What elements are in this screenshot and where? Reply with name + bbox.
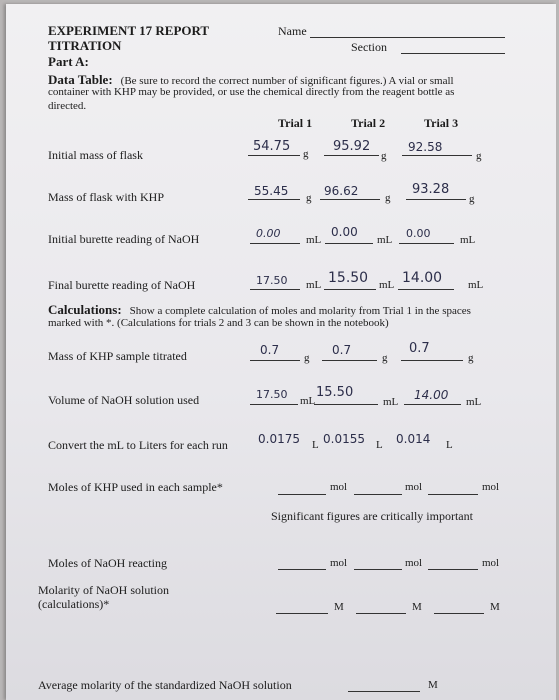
moles-naoh-trial-1-field[interactable] xyxy=(278,569,326,570)
name-label: Name xyxy=(278,24,307,38)
row-label-molarity: Molarity of NaOH solution xyxy=(38,583,169,597)
trial-2-header: Trial 2 xyxy=(351,116,386,130)
unit-ml: mL xyxy=(460,234,476,246)
molarity-trial-3-field[interactable] xyxy=(434,613,484,614)
experiment-title: EXPERIMENT 17 REPORT xyxy=(48,23,210,38)
row-label-final-burette: Final burette reading of NaOH xyxy=(48,278,196,292)
value-mass-khp-sample-trial-1[interactable]: 0.7 xyxy=(260,343,280,357)
unit-g: g xyxy=(304,352,310,364)
moles-khp-trial-3-field[interactable] xyxy=(428,494,478,495)
unit-l: L xyxy=(312,439,319,451)
value-initial-burette-trial-3[interactable]: 0.00 xyxy=(406,227,431,240)
moles-khp-trial-1-field[interactable] xyxy=(278,494,326,495)
unit-mol: mol xyxy=(482,481,500,493)
unit-g: g xyxy=(382,352,388,364)
unit-g: g xyxy=(306,192,312,204)
calculations-instruction-2: marked with *. (Calculations for trials 2 and 3 can be shown in the notebook) xyxy=(48,317,389,329)
report-sheet xyxy=(6,4,556,700)
unit-mol: mol xyxy=(330,481,348,493)
value-final-burette-trial-1[interactable]: 17.50 xyxy=(256,274,288,287)
molarity-trial-1-field[interactable] xyxy=(276,613,328,614)
row-label-mass-with-khp: Mass of flask with KHP xyxy=(48,190,164,204)
unit-ml: mL xyxy=(306,279,322,291)
unit-l: L xyxy=(446,439,453,451)
value-mass-khp-sample-trial-2[interactable]: 0.7 xyxy=(332,343,352,357)
value-volume-naoh-trial-2[interactable]: 15.50 xyxy=(316,385,354,400)
moles-naoh-trial-3-field[interactable] xyxy=(428,569,478,570)
data-table-instruction-1: (Be sure to record the correct number of significant figures.) A vial or small xyxy=(120,75,454,87)
value-initial-burette-trial-2[interactable]: 0.00 xyxy=(331,225,358,239)
sig-fig-note: Significant figures are critically important xyxy=(271,509,473,523)
value-mass-with-khp-trial-2[interactable]: 96.62 xyxy=(324,184,359,198)
unit-m: M xyxy=(428,679,438,691)
unit-g: g xyxy=(381,150,387,162)
value-volume-naoh-trial-3[interactable]: 14.00 xyxy=(414,388,449,402)
data-table-instruction-2: container with KHP may be provided, or use the chemical directly from the reagent bottle as xyxy=(48,86,455,98)
calculations-instruction-1: Show a complete calculation of moles and molarity from Trial 1 in the spaces xyxy=(129,305,471,317)
calculations-heading: Calculations: xyxy=(48,302,122,317)
unit-mol: mol xyxy=(405,557,423,569)
value-final-burette-trial-2[interactable]: 15.50 xyxy=(328,270,369,286)
row-label-moles-naoh: Moles of NaOH reacting xyxy=(48,556,167,570)
data-table-instruction-3: directed. xyxy=(48,100,87,112)
section-field[interactable] xyxy=(401,53,505,54)
unit-ml: mL xyxy=(300,395,316,407)
unit-m: M xyxy=(490,601,500,613)
unit-mol: mol xyxy=(482,557,500,569)
trial-1-header: Trial 1 xyxy=(278,116,313,130)
unit-g: g xyxy=(385,192,391,204)
value-volume-naoh-trial-1[interactable]: 17.50 xyxy=(256,388,288,401)
value-liters-trial-3[interactable]: 0.014 xyxy=(396,432,431,446)
average-molarity-field[interactable] xyxy=(348,691,420,692)
row-label-molarity-2: (calculations)* xyxy=(38,597,110,611)
section-label: Section xyxy=(351,40,387,54)
row-label-initial-burette: Initial burette reading of NaOH xyxy=(48,232,200,246)
value-initial-mass-trial-2[interactable]: 95.92 xyxy=(333,139,371,154)
unit-ml: mL xyxy=(379,279,395,291)
unit-g: g xyxy=(468,352,474,364)
value-mass-with-khp-trial-3[interactable]: 93.28 xyxy=(412,182,450,197)
row-label-mass-khp-sample: Mass of KHP sample titrated xyxy=(48,349,187,363)
unit-l: L xyxy=(376,439,383,451)
value-mass-khp-sample-trial-3[interactable]: 0.7 xyxy=(409,341,430,356)
row-label-volume-naoh: Volume of NaOH solution used xyxy=(48,393,200,407)
row-label-moles-khp: Moles of KHP used in each sample* xyxy=(48,480,223,494)
unit-mol: mol xyxy=(330,557,348,569)
value-liters-trial-2[interactable]: 0.0155 xyxy=(323,432,365,446)
unit-ml: mL xyxy=(377,234,393,246)
row-label-initial-mass: Initial mass of flask xyxy=(48,148,143,162)
unit-g: g xyxy=(469,193,475,205)
value-initial-burette-trial-1[interactable]: 0.00 xyxy=(256,227,281,240)
name-field[interactable] xyxy=(310,37,505,38)
titration-title: TITRATION xyxy=(48,38,122,53)
unit-m: M xyxy=(334,601,344,613)
unit-g: g xyxy=(303,148,309,160)
value-final-burette-trial-3[interactable]: 14.00 xyxy=(402,270,443,286)
unit-ml: mL xyxy=(383,396,399,408)
unit-ml: mL xyxy=(466,396,482,408)
unit-ml: mL xyxy=(468,279,484,291)
value-initial-mass-trial-1[interactable]: 54.75 xyxy=(253,139,291,154)
unit-ml: mL xyxy=(306,234,322,246)
moles-khp-trial-2-field[interactable] xyxy=(354,494,402,495)
value-initial-mass-trial-3[interactable]: 92.58 xyxy=(408,140,443,154)
molarity-trial-2-field[interactable] xyxy=(356,613,406,614)
part-a-heading: Part A: xyxy=(48,54,89,69)
value-liters-trial-1[interactable]: 0.0175 xyxy=(258,432,300,446)
unit-m: M xyxy=(412,601,422,613)
average-molarity-label: Average molarity of the standardized NaOH solution xyxy=(38,678,292,692)
row-label-convert-liters: Convert the mL to Liters for each run xyxy=(48,438,228,452)
data-table-heading: Data Table: xyxy=(48,72,113,87)
trial-3-header: Trial 3 xyxy=(424,116,459,130)
value-mass-with-khp-trial-1[interactable]: 55.45 xyxy=(254,184,289,198)
moles-naoh-trial-2-field[interactable] xyxy=(354,569,402,570)
unit-mol: mol xyxy=(405,481,423,493)
unit-g: g xyxy=(476,150,482,162)
